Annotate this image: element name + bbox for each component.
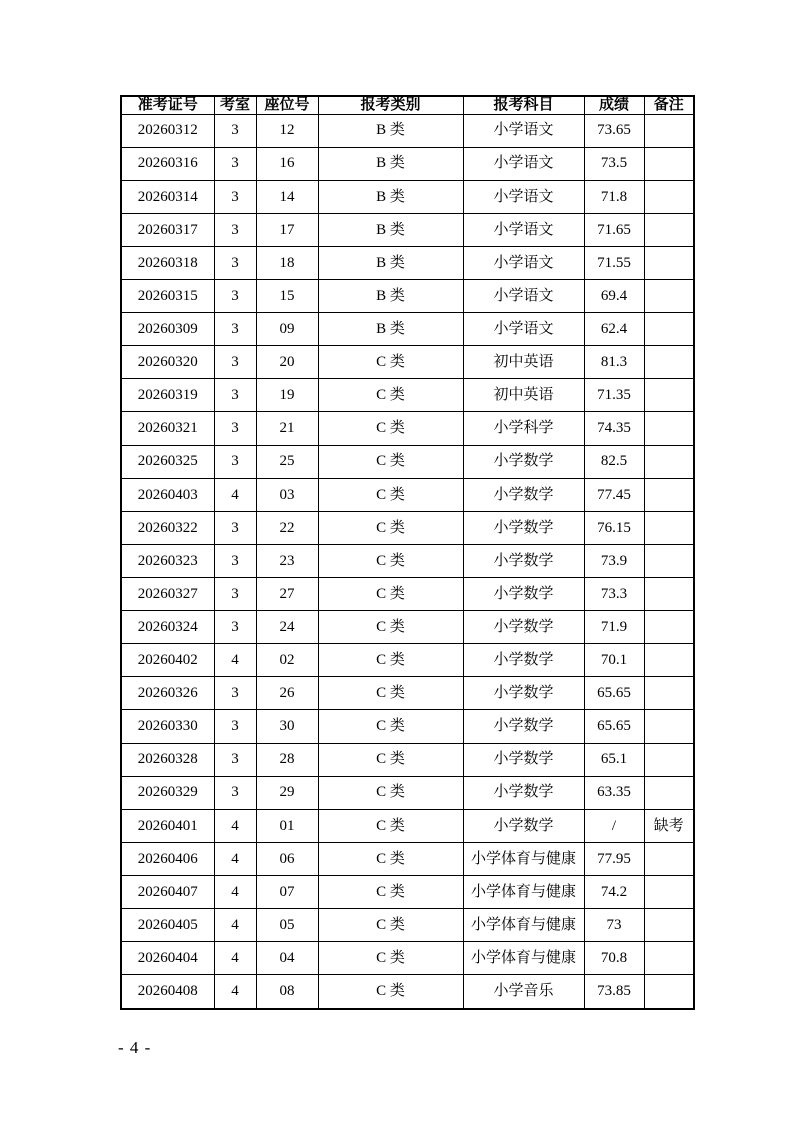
- table-cell: C 类: [318, 511, 463, 544]
- table-cell: B 类: [318, 213, 463, 246]
- page-number: - 4 -: [118, 1038, 152, 1057]
- table-cell: 76.15: [584, 511, 644, 544]
- table-cell: 20260326: [121, 677, 214, 710]
- table-cell: 62.4: [584, 313, 644, 346]
- table-cell: 25: [256, 445, 318, 478]
- table-cell: 70.8: [584, 942, 644, 975]
- table-cell: [644, 544, 694, 577]
- table-cell: 小学数学: [463, 445, 584, 478]
- table-cell: 23: [256, 544, 318, 577]
- table-row: [121, 412, 694, 445]
- table-cell: 20260312: [121, 114, 214, 147]
- table-cell: 小学体育与健康: [463, 909, 584, 942]
- table-row: [121, 975, 694, 1009]
- table-cell: 77.95: [584, 842, 644, 875]
- table-cell: 3: [214, 147, 256, 180]
- table-cell: [644, 942, 694, 975]
- table-cell: C 类: [318, 544, 463, 577]
- table-cell: 26: [256, 677, 318, 710]
- table-cell: 20260315: [121, 280, 214, 313]
- table-cell: B 类: [318, 180, 463, 213]
- table-row: [121, 544, 694, 577]
- table-cell: 73.85: [584, 975, 644, 1009]
- table-row: [121, 379, 694, 412]
- table-cell: 小学语文: [463, 246, 584, 279]
- table-cell: [644, 909, 694, 942]
- table-row: [121, 842, 694, 875]
- table-cell: B 类: [318, 246, 463, 279]
- table-cell: 09: [256, 313, 318, 346]
- column-header-ticket-number: 准考证号: [121, 96, 214, 114]
- table-cell: 04: [256, 942, 318, 975]
- table-cell: [644, 280, 694, 313]
- table-cell: [644, 346, 694, 379]
- table-cell: 71.65: [584, 213, 644, 246]
- table-cell: 小学体育与健康: [463, 842, 584, 875]
- table-row: [121, 776, 694, 809]
- table-row: [121, 876, 694, 909]
- table-row: [121, 644, 694, 677]
- column-header-remarks: 备注: [644, 96, 694, 114]
- table-cell: [644, 578, 694, 611]
- table-cell: 20260406: [121, 842, 214, 875]
- table-row: [121, 909, 694, 942]
- table-cell: [644, 114, 694, 147]
- table-cell: 21: [256, 412, 318, 445]
- table-cell: 小学数学: [463, 677, 584, 710]
- table-cell: C 类: [318, 611, 463, 644]
- column-header-category: 报考类别: [318, 96, 463, 114]
- table-cell: 小学体育与健康: [463, 942, 584, 975]
- table-cell: 20260319: [121, 379, 214, 412]
- table-cell: 小学数学: [463, 809, 584, 842]
- table-cell: [644, 180, 694, 213]
- table-cell: 16: [256, 147, 318, 180]
- table-cell: 29: [256, 776, 318, 809]
- table-cell: C 类: [318, 445, 463, 478]
- table-cell: 4: [214, 644, 256, 677]
- table-cell: 20260321: [121, 412, 214, 445]
- table-cell: C 类: [318, 644, 463, 677]
- table-cell: 缺考: [644, 809, 694, 842]
- table-cell: C 类: [318, 578, 463, 611]
- column-header-exam-room: 考室: [214, 96, 256, 114]
- table-cell: 4: [214, 842, 256, 875]
- table-cell: [644, 213, 694, 246]
- table-cell: 3: [214, 180, 256, 213]
- table-cell: 小学科学: [463, 412, 584, 445]
- table-cell: 07: [256, 876, 318, 909]
- table-cell: 20260327: [121, 578, 214, 611]
- table-cell: 3: [214, 677, 256, 710]
- column-header-subject: 报考科目: [463, 96, 584, 114]
- table-cell: 3: [214, 710, 256, 743]
- table-cell: 71.55: [584, 246, 644, 279]
- table-cell: 14: [256, 180, 318, 213]
- table-cell: 3: [214, 313, 256, 346]
- table-cell: 3: [214, 578, 256, 611]
- table-cell: 19: [256, 379, 318, 412]
- table-cell: 74.2: [584, 876, 644, 909]
- table-cell: 73.3: [584, 578, 644, 611]
- table-cell: C 类: [318, 909, 463, 942]
- table-cell: B 类: [318, 114, 463, 147]
- table-cell: 20260316: [121, 147, 214, 180]
- table-cell: 20260322: [121, 511, 214, 544]
- table-cell: 73: [584, 909, 644, 942]
- table-cell: 20260330: [121, 710, 214, 743]
- table-cell: 73.5: [584, 147, 644, 180]
- table-cell: 小学数学: [463, 578, 584, 611]
- table-row: [121, 478, 694, 511]
- table-cell: 20260320: [121, 346, 214, 379]
- table-cell: 20260328: [121, 743, 214, 776]
- table-cell: /: [584, 809, 644, 842]
- table-cell: 06: [256, 842, 318, 875]
- table-cell: [644, 445, 694, 478]
- table-row: [121, 313, 694, 346]
- exam-score-table: [120, 95, 695, 1010]
- table-cell: 3: [214, 379, 256, 412]
- table-cell: B 类: [318, 313, 463, 346]
- table-cell: 小学语文: [463, 213, 584, 246]
- table-cell: C 类: [318, 710, 463, 743]
- table-cell: 3: [214, 743, 256, 776]
- table-cell: 3: [214, 544, 256, 577]
- table-cell: 20260329: [121, 776, 214, 809]
- table-cell: 12: [256, 114, 318, 147]
- table-cell: 小学数学: [463, 511, 584, 544]
- table-cell: 小学语文: [463, 147, 584, 180]
- table-cell: C 类: [318, 346, 463, 379]
- table-cell: 小学数学: [463, 478, 584, 511]
- table-cell: 小学音乐: [463, 975, 584, 1009]
- header-row: [121, 96, 694, 114]
- table-row: [121, 743, 694, 776]
- table-cell: C 类: [318, 677, 463, 710]
- table-cell: [644, 975, 694, 1009]
- table-cell: 小学数学: [463, 611, 584, 644]
- table-cell: 81.3: [584, 346, 644, 379]
- table-cell: 3: [214, 114, 256, 147]
- table-cell: [644, 776, 694, 809]
- table-cell: B 类: [318, 147, 463, 180]
- table-cell: 69.4: [584, 280, 644, 313]
- table-cell: 20260317: [121, 213, 214, 246]
- table-cell: [644, 478, 694, 511]
- table-cell: C 类: [318, 379, 463, 412]
- table-cell: 3: [214, 611, 256, 644]
- table-cell: 20260403: [121, 478, 214, 511]
- table-row: [121, 611, 694, 644]
- table-cell: 20260324: [121, 611, 214, 644]
- table-cell: 71.9: [584, 611, 644, 644]
- table-body: [121, 114, 694, 1009]
- table-cell: 27: [256, 578, 318, 611]
- table-row: [121, 147, 694, 180]
- table-row: [121, 511, 694, 544]
- table-cell: 73.65: [584, 114, 644, 147]
- table-cell: 20: [256, 346, 318, 379]
- table-cell: 小学数学: [463, 743, 584, 776]
- table-cell: 小学体育与健康: [463, 876, 584, 909]
- table-row: [121, 213, 694, 246]
- table-row: [121, 445, 694, 478]
- table-row: [121, 677, 694, 710]
- table-cell: 小学语文: [463, 114, 584, 147]
- column-header-seat-number: 座位号: [256, 96, 318, 114]
- table-cell: 01: [256, 809, 318, 842]
- table-cell: 3: [214, 246, 256, 279]
- table-cell: 小学语文: [463, 180, 584, 213]
- table-cell: 4: [214, 975, 256, 1009]
- table-cell: 20260405: [121, 909, 214, 942]
- table-cell: [644, 313, 694, 346]
- table-cell: 20260325: [121, 445, 214, 478]
- table-cell: [644, 246, 694, 279]
- table-row: [121, 280, 694, 313]
- table-row: [121, 346, 694, 379]
- table-cell: 3: [214, 445, 256, 478]
- table-cell: 初中英语: [463, 379, 584, 412]
- table-cell: [644, 743, 694, 776]
- table-cell: 3: [214, 511, 256, 544]
- table-row: [121, 942, 694, 975]
- table-cell: 3: [214, 776, 256, 809]
- table-cell: 20260314: [121, 180, 214, 213]
- table-cell: C 类: [318, 942, 463, 975]
- table-cell: C 类: [318, 776, 463, 809]
- table-cell: 小学语文: [463, 313, 584, 346]
- table-cell: 20260407: [121, 876, 214, 909]
- table-cell: 02: [256, 644, 318, 677]
- table-cell: 20260408: [121, 975, 214, 1009]
- table-cell: 24: [256, 611, 318, 644]
- table-cell: [644, 412, 694, 445]
- table-cell: 20260323: [121, 544, 214, 577]
- table-cell: 08: [256, 975, 318, 1009]
- table-cell: [644, 147, 694, 180]
- table-cell: 20260309: [121, 313, 214, 346]
- table-cell: 05: [256, 909, 318, 942]
- table-cell: 4: [214, 909, 256, 942]
- table-cell: 03: [256, 478, 318, 511]
- table-cell: 3: [214, 213, 256, 246]
- table-cell: C 类: [318, 743, 463, 776]
- table-cell: 65.1: [584, 743, 644, 776]
- table-row: [121, 809, 694, 842]
- table-cell: 初中英语: [463, 346, 584, 379]
- table-cell: 28: [256, 743, 318, 776]
- table-cell: 15: [256, 280, 318, 313]
- table-row: [121, 710, 694, 743]
- table-cell: C 类: [318, 478, 463, 511]
- table-cell: [644, 611, 694, 644]
- table-cell: 71.8: [584, 180, 644, 213]
- table-cell: 小学数学: [463, 544, 584, 577]
- table-cell: 17: [256, 213, 318, 246]
- table-cell: [644, 511, 694, 544]
- table-cell: C 类: [318, 809, 463, 842]
- table-cell: [644, 379, 694, 412]
- table-cell: [644, 710, 694, 743]
- table-row: [121, 578, 694, 611]
- table-cell: 71.35: [584, 379, 644, 412]
- table-cell: 20260401: [121, 809, 214, 842]
- table-cell: 小学数学: [463, 644, 584, 677]
- table-cell: 4: [214, 876, 256, 909]
- table-cell: 30: [256, 710, 318, 743]
- table-cell: 74.35: [584, 412, 644, 445]
- table-cell: 3: [214, 412, 256, 445]
- table-cell: 小学数学: [463, 776, 584, 809]
- table-cell: 20260402: [121, 644, 214, 677]
- table-cell: 77.45: [584, 478, 644, 511]
- table-cell: 65.65: [584, 710, 644, 743]
- table-cell: [644, 644, 694, 677]
- table-cell: [644, 876, 694, 909]
- table-cell: 73.9: [584, 544, 644, 577]
- table-cell: 4: [214, 478, 256, 511]
- table-cell: C 类: [318, 842, 463, 875]
- table-cell: 3: [214, 280, 256, 313]
- table-cell: C 类: [318, 876, 463, 909]
- table-cell: C 类: [318, 975, 463, 1009]
- table-cell: 小学语文: [463, 280, 584, 313]
- table-cell: 4: [214, 809, 256, 842]
- table-cell: [644, 842, 694, 875]
- table-row: [121, 180, 694, 213]
- table-cell: C 类: [318, 412, 463, 445]
- table-row: [121, 246, 694, 279]
- table-cell: 20260318: [121, 246, 214, 279]
- column-header-score: 成绩: [584, 96, 644, 114]
- table-cell: 小学数学: [463, 710, 584, 743]
- table-cell: 4: [214, 942, 256, 975]
- table-cell: [644, 677, 694, 710]
- table-cell: 22: [256, 511, 318, 544]
- table-cell: 65.65: [584, 677, 644, 710]
- table-cell: 20260404: [121, 942, 214, 975]
- table-cell: 82.5: [584, 445, 644, 478]
- table-cell: 70.1: [584, 644, 644, 677]
- table-row: [121, 114, 694, 147]
- table-cell: 63.35: [584, 776, 644, 809]
- table-cell: B 类: [318, 280, 463, 313]
- table-cell: 18: [256, 246, 318, 279]
- table-cell: 3: [214, 346, 256, 379]
